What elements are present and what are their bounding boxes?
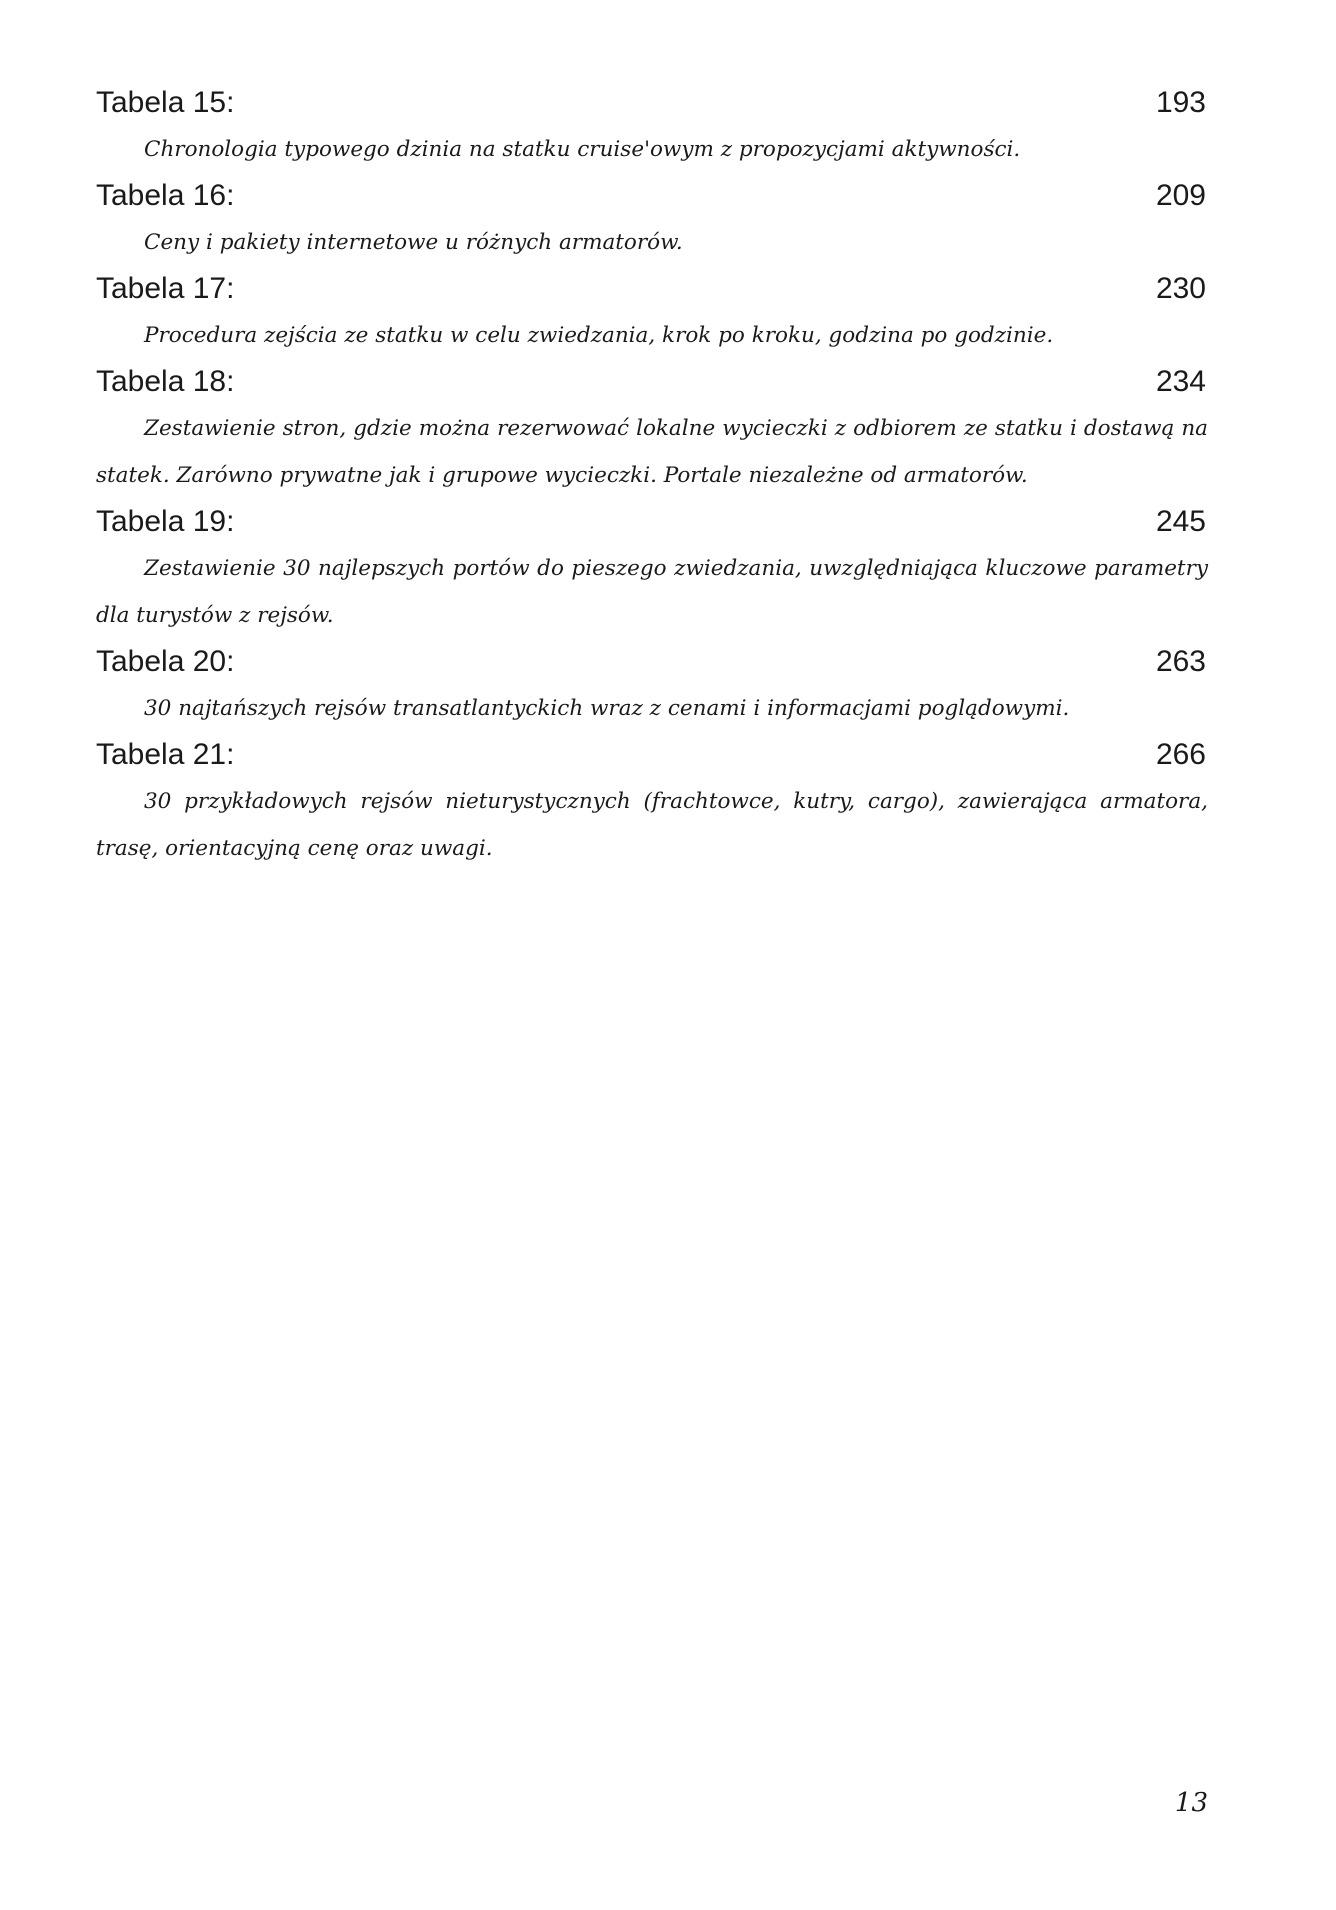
toc-entry-description: Procedura zejścia ze statku w celu zwiedzania, krok po kroku, godzina po godzinie. [144, 323, 1054, 348]
toc-entry-label: Tabela 20: [96, 645, 235, 678]
toc-entry-header [96, 173, 1208, 219]
toc-entry-description: 30 przykładowych rejsów nieturystycznych (frachtowce, kutry, cargo), zawierająca armatora, trasę, orientacyjną cenę oraz uwagi. [96, 789, 1208, 861]
table-of-contents [96, 80, 1208, 872]
toc-entry [96, 266, 1208, 359]
toc-entry-page-number: 234 [1155, 365, 1206, 398]
toc-entry-label: Tabela 16: [96, 179, 235, 212]
toc-entry [96, 173, 1208, 266]
toc-entry-page-number: 263 [1155, 645, 1206, 678]
toc-entry-description: Ceny i pakiety internetowe u różnych armatorów. [144, 230, 683, 255]
toc-entry [96, 359, 1208, 499]
toc-entry-header [96, 732, 1208, 778]
toc-entry-label: Tabela 15: [96, 86, 235, 119]
toc-entry-description: 30 najtańszych rejsów transatlantyckich wraz z cenami i informacjami poglądowymi. [144, 696, 1070, 721]
toc-entry-page-number: 209 [1155, 179, 1206, 212]
toc-entry-description: Zestawienie 30 najlepszych portów do pieszego zwiedzania, uwzględniająca kluczowe parametry dla turystów z rejsów. [96, 556, 1208, 628]
toc-entry-page-number: 193 [1155, 86, 1206, 119]
toc-entry-header [96, 266, 1208, 312]
toc-entry-header [96, 499, 1208, 545]
toc-entry-label: Tabela 18: [96, 365, 235, 398]
toc-entry-description: Chronologia typowego dzinia na statku cruise'owym z propozycjami aktywności. [144, 137, 1021, 162]
toc-entry-label: Tabela 21: [96, 738, 235, 771]
toc-entry-header [96, 359, 1208, 405]
toc-entry [96, 639, 1208, 732]
toc-entry-page-number: 266 [1155, 738, 1206, 771]
toc-entry [96, 499, 1208, 639]
toc-entry-label: Tabela 17: [96, 272, 235, 305]
toc-entry-description: Zestawienie stron, gdzie można rezerwować lokalne wycieczki z odbiorem ze statku i dostawą na statek. Zarówno prywatne jak i grupowe wycieczki. Portale niezależne od armatorów. [96, 416, 1208, 488]
toc-entry-page-number: 230 [1155, 272, 1206, 305]
toc-entry-header [96, 80, 1208, 126]
toc-entry-header [96, 639, 1208, 685]
toc-entry-page-number: 245 [1155, 505, 1206, 538]
toc-entry-label: Tabela 19: [96, 505, 235, 538]
toc-entry [96, 732, 1208, 872]
footer-page-number: 13 [1174, 1788, 1208, 1818]
toc-entry [96, 80, 1208, 173]
